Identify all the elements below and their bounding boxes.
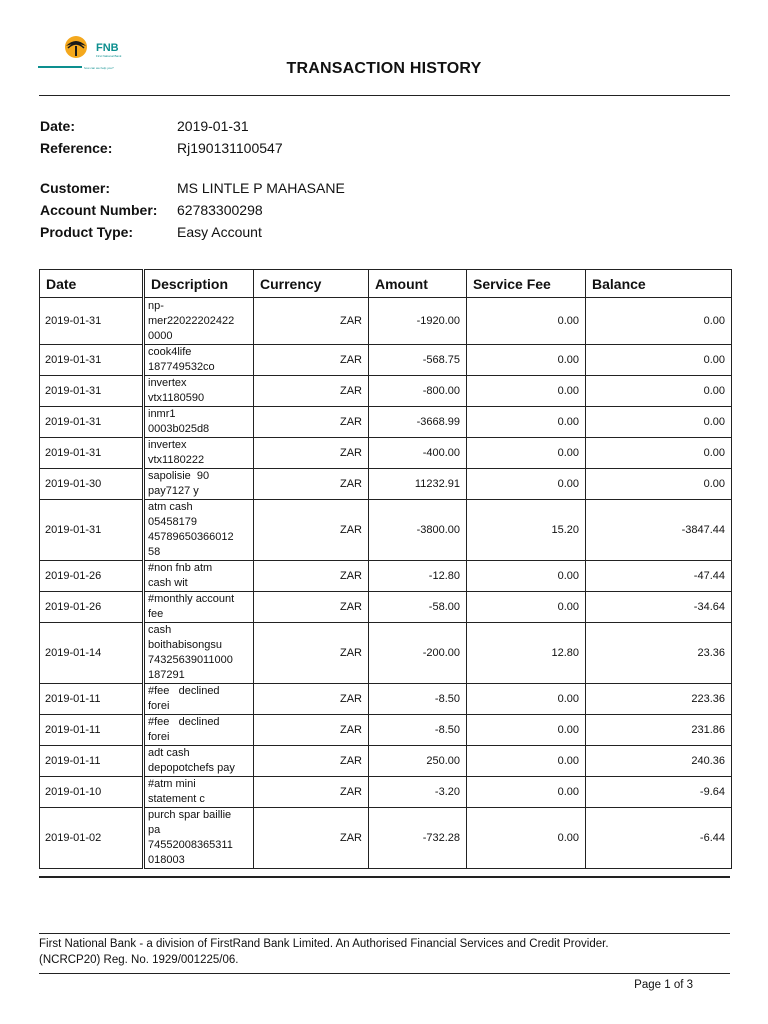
cell-currency: ZAR [254,592,369,623]
cell-date: 2019-01-11 [40,746,144,777]
product-label: Product Type: [40,224,134,240]
transaction-table [39,269,732,869]
description-line: vtx1180590 [148,392,205,404]
cell-balance: 0.00 [586,298,732,345]
description-line: boithabisongsu [148,639,223,651]
cell-description [144,746,254,777]
cell-description [144,561,254,592]
description-line: #fee declined [148,685,220,697]
cell-currency: ZAR [254,298,369,345]
cell-service-fee: 0.00 [467,777,586,808]
cell-balance: 0.00 [586,345,732,376]
description-line: #non fnb atm [148,562,213,574]
col-header-amount: Amount [369,270,467,298]
cell-balance: -3847.44 [586,500,732,561]
cell-description [144,715,254,746]
cell-amount: -3668.99 [369,407,467,438]
description-line: 58 [148,546,161,558]
cell-date: 2019-01-14 [40,623,144,684]
table-row [40,561,732,592]
cell-balance: 0.00 [586,407,732,438]
table-row [40,777,732,808]
cell-balance: 231.86 [586,715,732,746]
cell-description [144,500,254,561]
table-row [40,746,732,777]
cell-service-fee: 15.20 [467,500,586,561]
cell-amount: 11232.91 [369,469,467,500]
description-line: mer22022202422 [148,314,235,327]
description-line: cook4life [148,346,192,358]
description-line: cash wit [148,577,188,589]
cell-currency: ZAR [254,808,369,869]
page-number: Page 1 of 3 [634,979,693,991]
description-line: #fee declined [148,716,220,728]
cell-date: 2019-01-31 [40,438,144,469]
table-row [40,345,732,376]
cell-amount: -800.00 [369,376,467,407]
cell-date: 2019-01-31 [40,298,144,345]
cell-date: 2019-01-31 [40,376,144,407]
cell-service-fee: 0.00 [467,561,586,592]
cell-service-fee: 12.80 [467,623,586,684]
cell-date: 2019-01-11 [40,684,144,715]
footer-top-divider [39,933,730,934]
description-line: #atm mini [148,778,196,790]
cell-currency: ZAR [254,715,369,746]
cell-description [144,684,254,715]
col-header-balance: Balance [586,270,732,298]
footer-line-2: (NCRCP20) Reg. No. 1929/001225/06. [39,954,239,966]
description-line: 0003b025d8 [148,423,210,435]
cell-description [144,592,254,623]
cell-currency: ZAR [254,561,369,592]
table-row [40,592,732,623]
table-row [40,469,732,500]
reference-value: Rj190131100547 [177,140,283,156]
table-row [40,808,732,869]
account-label: Account Number: [40,202,158,218]
footer-legal [39,936,739,968]
cell-currency: ZAR [254,407,369,438]
logo-tagline: how can we help you? [84,66,114,70]
description-line: vtx1180222 [148,454,205,466]
description-line: #monthly account [148,593,235,605]
cell-description [144,438,254,469]
logo-subtitle: First National Bank [96,54,122,58]
description-line: purch spar baillie [148,809,232,821]
cell-description [144,407,254,438]
cell-date: 2019-01-02 [40,808,144,869]
table-row [40,407,732,438]
cell-service-fee: 0.00 [467,407,586,438]
description-line: statement c [148,793,205,805]
cell-description [144,469,254,500]
description-line: cash [148,624,172,636]
description-line: 187291 [148,669,185,681]
description-line: 0000 [148,329,173,342]
cell-amount: -8.50 [369,715,467,746]
cell-date: 2019-01-26 [40,561,144,592]
cell-description [144,345,254,376]
cell-amount: -732.28 [369,808,467,869]
header-divider [39,95,730,96]
cell-balance: 0.00 [586,438,732,469]
description-line: inmr1 [148,408,176,420]
table-row [40,376,732,407]
cell-date: 2019-01-10 [40,777,144,808]
cell-amount: -58.00 [369,592,467,623]
description-line: 187749532co [148,361,215,373]
cell-balance: 23.36 [586,623,732,684]
description-line: forei [148,700,170,712]
account-value: 62783300298 [177,202,263,218]
cell-service-fee: 0.00 [467,469,586,500]
cell-service-fee: 0.00 [467,298,586,345]
description-line: forei [148,731,170,743]
cell-date: 2019-01-30 [40,469,144,500]
cell-balance: -6.44 [586,808,732,869]
cell-date: 2019-01-11 [40,715,144,746]
cell-currency: ZAR [254,746,369,777]
table-row [40,298,732,345]
cell-description [144,376,254,407]
footer-line-1: First National Bank - a division of FirstRand Bank Limited. An Authorised Financial Services and Credit Provider. [39,938,609,950]
description-line: sapolisie 90 [148,470,210,482]
cell-description [144,623,254,684]
col-header-service-fee: Service Fee [467,270,586,298]
cell-service-fee: 0.00 [467,592,586,623]
customer-value: MS LINTLE P MAHASANE [177,180,345,196]
cell-service-fee: 0.00 [467,684,586,715]
cell-amount: -8.50 [369,684,467,715]
cell-description [144,808,254,869]
cell-amount: 250.00 [369,746,467,777]
cell-service-fee: 0.00 [467,345,586,376]
description-line: pay7127 y [148,485,199,497]
description-line: 018003 [148,854,185,866]
cell-description [144,777,254,808]
description-line: invertex [148,377,187,389]
table-row [40,715,732,746]
cell-service-fee: 0.00 [467,715,586,746]
col-header-date: Date [40,270,144,298]
description-line: np- [148,299,164,312]
cell-date: 2019-01-26 [40,592,144,623]
cell-balance: -9.64 [586,777,732,808]
footer-bottom-divider [39,973,730,974]
cell-currency: ZAR [254,345,369,376]
cell-amount: -1920.00 [369,298,467,345]
description-line: invertex [148,439,187,451]
cell-date: 2019-01-31 [40,345,144,376]
cell-balance: -34.64 [586,592,732,623]
description-line: adt cash [148,747,190,759]
cell-amount: -568.75 [369,345,467,376]
cell-amount: -200.00 [369,623,467,684]
customer-label: Customer: [40,180,111,196]
description-line: atm cash [148,501,193,513]
description-line: 74552008365311 [148,839,233,851]
logo-brand-text: FNB [96,42,119,54]
cell-service-fee: 0.00 [467,746,586,777]
date-value: 2019-01-31 [177,118,249,134]
cell-date: 2019-01-31 [40,407,144,438]
cell-currency: ZAR [254,500,369,561]
description-line: fee [148,608,164,620]
description-line: 74325639011000 [148,654,233,666]
page-title: TRANSACTION HISTORY [286,60,482,77]
cell-currency: ZAR [254,376,369,407]
cell-currency: ZAR [254,438,369,469]
table-row [40,623,732,684]
cell-currency: ZAR [254,684,369,715]
cell-service-fee: 0.00 [467,438,586,469]
cell-balance: -47.44 [586,561,732,592]
cell-amount: -12.80 [369,561,467,592]
cell-service-fee: 0.00 [467,376,586,407]
description-line: 05458179 [148,516,197,528]
cell-balance: 0.00 [586,376,732,407]
cell-balance: 223.36 [586,684,732,715]
table-row [40,438,732,469]
table-row [40,684,732,715]
cell-date: 2019-01-31 [40,500,144,561]
cell-currency: ZAR [254,469,369,500]
cell-currency: ZAR [254,623,369,684]
description-line: depopotchefs pay [148,762,235,774]
col-header-currency: Currency [254,270,369,298]
cell-balance: 0.00 [586,469,732,500]
reference-label: Reference: [40,140,113,156]
description-line: 45789650366012 [148,531,234,543]
cell-balance: 240.36 [586,746,732,777]
cell-amount: -3800.00 [369,500,467,561]
table-bottom-divider [39,876,730,878]
table-header-row [40,270,732,298]
table-row [40,500,732,561]
description-line: pa [148,824,161,836]
cell-amount: -3.20 [369,777,467,808]
col-header-description: Description [144,270,254,298]
product-value: Easy Account [177,224,262,240]
cell-description [144,298,254,345]
cell-amount: -400.00 [369,438,467,469]
cell-service-fee: 0.00 [467,808,586,869]
date-label: Date: [40,118,76,134]
cell-currency: ZAR [254,777,369,808]
